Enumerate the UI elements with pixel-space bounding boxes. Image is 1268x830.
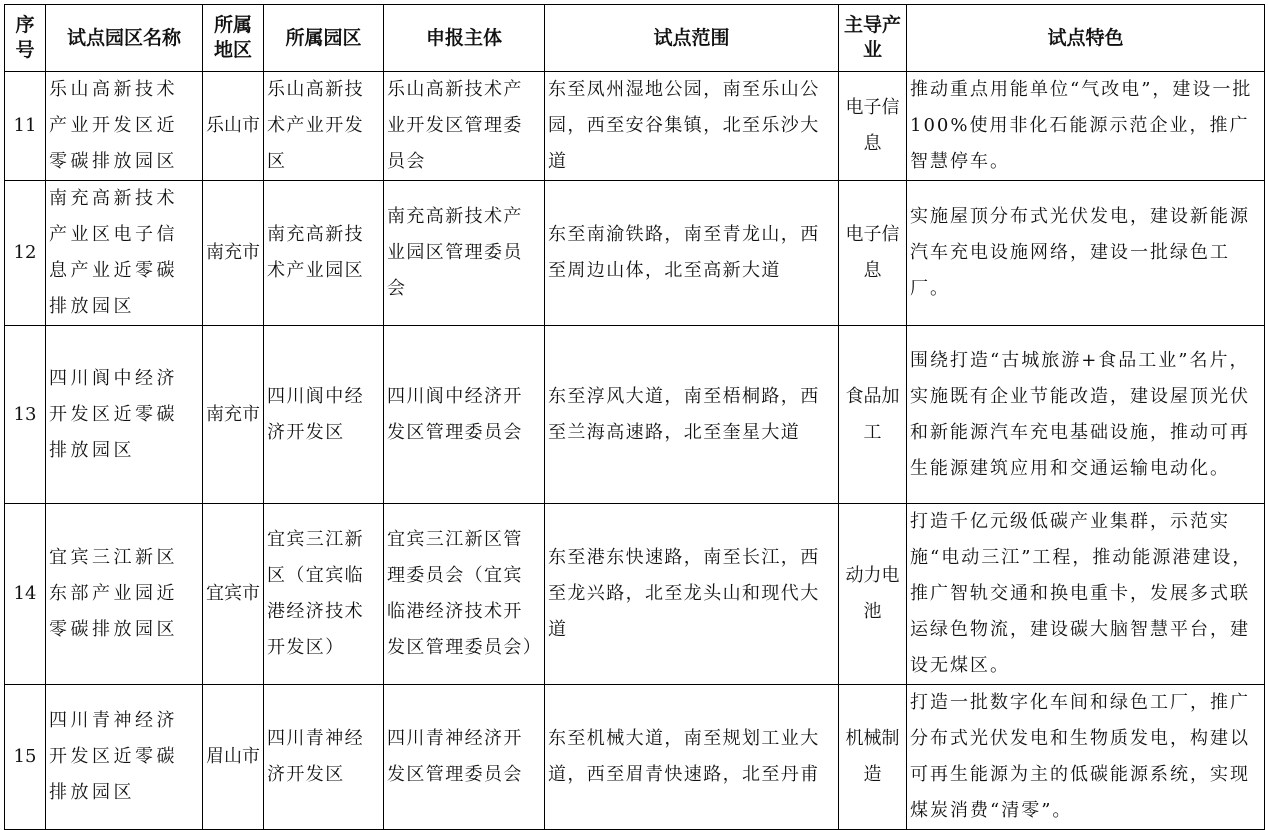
cell-park: 宜宾三江新区（宜宾临港经济技术开发区）	[264, 504, 384, 685]
cell-region: 南充市	[203, 181, 264, 326]
cell-region: 眉山市	[203, 685, 264, 830]
header-no: 序号	[5, 5, 46, 72]
cell-scope: 东至淳风大道，南至梧桐路，西至兰海高速路，北至奎星大道	[545, 326, 839, 504]
cell-no: 13	[5, 326, 46, 504]
cell-park: 四川青神经济开发区	[264, 685, 384, 830]
header-park: 所属园区	[264, 5, 384, 72]
cell-applicant: 四川阆中经济开发区管理委员会	[384, 326, 545, 504]
cell-no: 14	[5, 504, 46, 685]
cell-industry: 电子信息	[839, 72, 907, 181]
cell-scope: 东至机械大道，南至规划工业大道，西至眉青快速路，北至丹甫	[545, 685, 839, 830]
cell-name: 四川阆中经济开发区近零碳排放园区	[46, 326, 203, 504]
table-row	[5, 504, 1265, 685]
cell-region: 南充市	[203, 326, 264, 504]
cell-applicant: 宜宾三江新区管理委员会（宜宾临港经济技术开发区管理委员会）	[384, 504, 545, 685]
cell-name: 宜宾三江新区东部产业园近零碳排放园区	[46, 504, 203, 685]
cell-applicant: 乐山高新技术产业开发区管理委员会	[384, 72, 545, 181]
cell-name: 南充高新技术产业区电子信息产业近零碳排放园区	[46, 181, 203, 326]
header-region: 所属地区	[203, 5, 264, 72]
table-row	[5, 326, 1265, 504]
cell-industry: 机械制造	[839, 685, 907, 830]
header-scope: 试点范围	[545, 5, 839, 72]
cell-name: 四川青神经济开发区近零碳排放园区	[46, 685, 203, 830]
cell-scope: 东至南渝铁路，南至青龙山，西至周边山体，北至高新大道	[545, 181, 839, 326]
cell-feature: 打造一批数字化车间和绿色工厂，推广分布式光伏发电和生物质发电，构建以可再生能源为主的低碳能源系统，实现煤炭消费“清零”。	[907, 685, 1265, 830]
table-row	[5, 181, 1265, 326]
header-applicant: 申报主体	[384, 5, 545, 72]
cell-no: 11	[5, 72, 46, 181]
header-industry: 主导产业	[839, 5, 907, 72]
pilot-park-table	[4, 4, 1265, 830]
cell-applicant: 四川青神经济开发区管理委员会	[384, 685, 545, 830]
cell-feature: 围绕打造“古城旅游+食品工业”名片，实施既有企业节能改造，建设屋顶光伏和新能源汽车充电基础设施，推动可再生能源建筑应用和交通运输电动化。	[907, 326, 1265, 504]
cell-region: 宜宾市	[203, 504, 264, 685]
cell-no: 12	[5, 181, 46, 326]
cell-park: 南充高新技术产业园区	[264, 181, 384, 326]
table-row	[5, 72, 1265, 181]
cell-scope: 东至港东快速路，南至长江，西至龙兴路，北至龙头山和现代大道	[545, 504, 839, 685]
cell-park: 四川阆中经济开发区	[264, 326, 384, 504]
cell-no: 15	[5, 685, 46, 830]
header-name: 试点园区名称	[46, 5, 203, 72]
cell-region: 乐山市	[203, 72, 264, 181]
cell-scope: 东至凤州湿地公园，南至乐山公园，西至安谷集镇，北至乐沙大道	[545, 72, 839, 181]
cell-feature: 实施屋顶分布式光伏发电，建设新能源汽车充电设施网络，建设一批绿色工厂。	[907, 181, 1265, 326]
cell-feature: 打造千亿元级低碳产业集群，示范实施“电动三江”工程，推动能源港建设，推广智轨交通和换电重卡，发展多式联运绿色物流，建设碳大脑智慧平台，建设无煤区。	[907, 504, 1265, 685]
cell-industry: 电子信息	[839, 181, 907, 326]
cell-park: 乐山高新技术产业开发区	[264, 72, 384, 181]
cell-name: 乐山高新技术产业开发区近零碳排放园区	[46, 72, 203, 181]
header-feature: 试点特色	[907, 5, 1265, 72]
cell-industry: 动力电池	[839, 504, 907, 685]
cell-applicant: 南充高新技术产业园区管理委员会	[384, 181, 545, 326]
cell-industry: 食品加工	[839, 326, 907, 504]
table-row	[5, 685, 1265, 830]
cell-feature: 推动重点用能单位“气改电”，建设一批100%使用非化石能源示范企业，推广智慧停车。	[907, 72, 1265, 181]
header-row	[5, 5, 1265, 72]
